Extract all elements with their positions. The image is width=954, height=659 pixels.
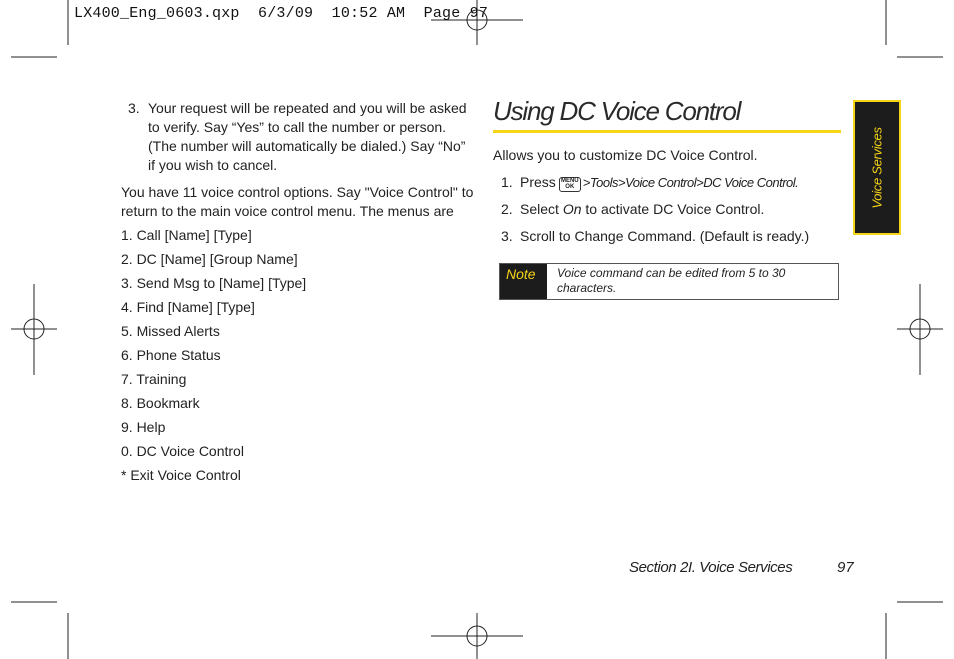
step-3 (501, 227, 809, 254)
menu-item: 0. DC Voice Control (121, 443, 244, 459)
print-slug-line: LX400_Eng_0603.qxp 6/3/09 10:52 AM Page 97 (74, 5, 489, 22)
note-text: Voice command can be edited from 5 to 30 characters. (557, 266, 786, 295)
menu-item: 2. DC [Name] [Group Name] (121, 251, 298, 267)
page-number: 97 (837, 559, 854, 576)
footer-section: Section 2I. Voice Services (629, 559, 793, 576)
note-box (499, 263, 839, 300)
menu-item: 1. Call [Name] [Type] (121, 227, 252, 243)
menu-ok-key-icon: MENU OK (559, 177, 581, 192)
step-2 (501, 200, 809, 227)
step-number: 3. (501, 228, 513, 244)
side-tab-label: Voice Services (869, 126, 885, 209)
menu-item: * Exit Voice Control (121, 467, 241, 483)
options-paragraph: You have 11 voice control options. Say "Voice Control" to return to the main voice control menu. The menus are (121, 184, 474, 219)
step-1 (501, 173, 809, 200)
intro-text: Allows you to customize DC Voice Control. (493, 147, 758, 163)
menu-item: 3. Send Msg to [Name] [Type] (121, 275, 307, 291)
menu-item: 9. Help (121, 419, 166, 435)
option-on: On (562, 201, 582, 217)
menu-item: 7. Training (121, 371, 187, 387)
menu-item: 4. Find [Name] [Type] (121, 299, 255, 315)
step-number: 1. (501, 174, 513, 190)
step-text: Select (520, 201, 559, 217)
step-text: Press (520, 174, 556, 190)
section-side-tab (853, 100, 901, 235)
menu-item: 5. Missed Alerts (121, 323, 220, 339)
section-heading: Using DC Voice Control (493, 96, 741, 126)
heading-rule (493, 130, 841, 133)
item-number: 3. (128, 100, 140, 116)
note-label: Note (500, 264, 547, 299)
voice-menu-list (121, 226, 306, 490)
step-text: to activate DC Voice Control. (585, 201, 765, 217)
item-text: Your request will be repeated and you will be asked to verify. Say “Yes” to call the number or person. (The number will automatically be dialed.) Say “No” if you wish to cancel. (148, 100, 467, 173)
step-number: 2. (501, 201, 513, 217)
menu-item: 6. Phone Status (121, 347, 221, 363)
menu-item: 8. Bookmark (121, 395, 200, 411)
menu-path: >Tools>Voice Control>DC Voice Control. (582, 175, 799, 190)
step-text: Scroll to Change Command. (Default is ready.) (520, 228, 810, 244)
steps-list (501, 173, 809, 254)
